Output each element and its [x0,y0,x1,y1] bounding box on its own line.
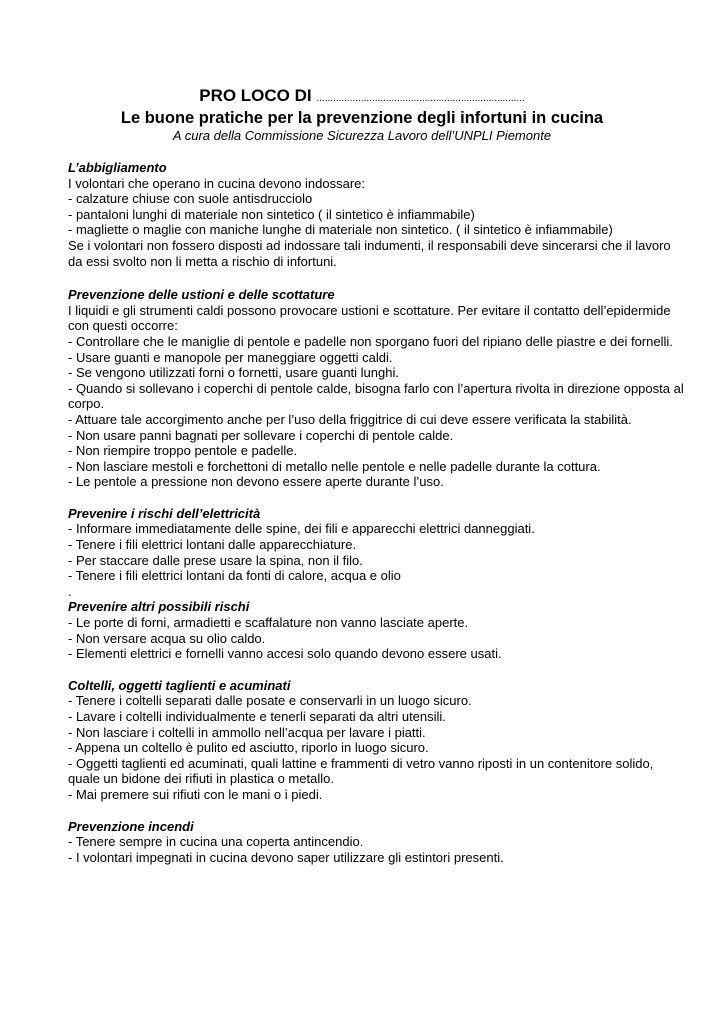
section-line: - Non riempire troppo pentole e padelle. [68,443,298,459]
section-line: - Le porte di forni, armadietti e scaffalature non vanno lasciate aperte. [68,615,469,631]
section-ustioni [68,287,688,490]
proloco-label: PRO LOCO DI [199,86,312,105]
section-line: - Tenere i fili elettrici lontani da fonti di calore, acqua e olio [68,568,401,584]
section-title: Prevenzione incendi [68,818,194,834]
section-line: - Non versare acqua su olio caldo. [68,630,266,646]
section-line: - pantaloni lunghi di materiale non sintetico ( il sintetico è infiammabile) [68,206,475,222]
stray-period: . [68,583,72,599]
section-line: - Elementi elettrici e fornelli vanno accesi solo quando devono essere usati. [68,646,502,662]
section-abbigliamento [68,160,688,269]
section-title: L’abbigliamento [68,160,167,175]
section-line: - magliette o maglie con maniche lunghe di materiale non sintetico. ( il sintetico è infiammabile) [68,222,613,238]
document-title: Le buone pratiche per la prevenzione degli infortuni in cucina [120,109,604,127]
section-line: I volontari che operano in cucina devono indossare: [68,175,366,191]
section-line: - Controllare che le maniglie di pentole e padelle non sporgano fuori del ripiano delle piastre e dei fornelli. [68,333,673,349]
section-line: I liquidi e gli strumenti caldi possono provocare ustioni e scottature. Per evitare il contatto dell’epidermide con questi occorre: [68,302,671,334]
document-curator: A cura della Commissione Sicurezza Lavoro dell’UNPLI Piemonte [172,128,552,143]
proloco-heading [0,86,724,109]
section-line: - Non lasciare mestoli e forchettoni di metallo nelle pentole e nelle padelle durante la cottura. [68,458,601,474]
section-line: - Non usare panni bagnati per sollevare i coperchi di pentole calde. [68,427,454,443]
section-line: - Mai premere sui rifiuti con le mani o i piedi. [68,786,323,802]
section-incendi [68,819,688,866]
section-line: - Attuare tale accorgimento anche per l’uso della friggitrice di cui deve essere verificata la stabilità. [68,411,632,427]
section-title: Prevenire i rischi dell’elettricità [68,505,261,521]
section-coltelli [68,678,688,803]
section-title: Prevenire altri possibili rischi [68,599,250,615]
document-header [0,86,724,144]
section-altri-rischi [68,599,688,661]
section-line: - Non lasciare i coltelli in ammollo nell’acqua per lavare i piatti. [68,724,426,740]
section-line: - Tenere i coltelli separati dalle posate e conservarli in un luogo sicuro. [68,693,472,709]
section-line: - Usare guanti e manopole per maneggiare oggetti caldi. [68,349,393,365]
section-line: - Tenere sempre in cucina una coperta antincendio. [68,834,364,850]
section-elettricita [68,506,688,600]
section-line: - Per staccare dalle prese usare la spina, non il filo. [68,552,363,568]
section-line: - Appena un coltello è pulito ed asciutto, riporlo in luogo sicuro. [68,740,429,756]
section-line: - Quando si sollevano i coperchi di pentole calde, bisogna farlo con l’apertura rivolta in direzione opposta al corpo. [68,380,684,412]
section-line: - Oggetti taglienti ed acuminati, quali lattine e frammenti di vetro vanno riposti in un contenitore solido, quale un bidone dei rifiuti in plastica o metallo. [68,755,654,787]
section-line: - Tenere i fili elettrici lontani dalle apparecchiature. [68,537,357,553]
section-line: - Lavare i coltelli individualmente e tenerli separati da altri utensili. [68,709,446,724]
section-line: - Informare immediatamente delle spine, dei fili e apparecchi elettrici danneggiati. [68,521,535,537]
section-line: - I volontari impegnati in cucina devono saper utilizzare gli estintori presenti. [68,849,504,865]
document-body [68,160,688,865]
proloco-name-blank: ........................................................................... [316,93,525,104]
section-line: Se i volontari non fossero disposti ad indossare tali indumenti, il responsabili deve sincerarsi che il lavoro da essi svolto non li metta a rischio di infortuni. [68,237,671,269]
section-line: - Se vengono utilizzati forni o fornetti, usare guanti lunghi. [68,365,399,381]
section-line: - calzature chiuse con suole antisdrucciolo [68,191,313,207]
section-title: Coltelli, oggetti taglienti e acuminati [68,677,291,693]
section-title: Prevenzione delle ustioni e delle scottature [68,287,335,303]
section-line: - Le pentole a pressione non devono essere aperte durante l’uso. [68,474,444,490]
